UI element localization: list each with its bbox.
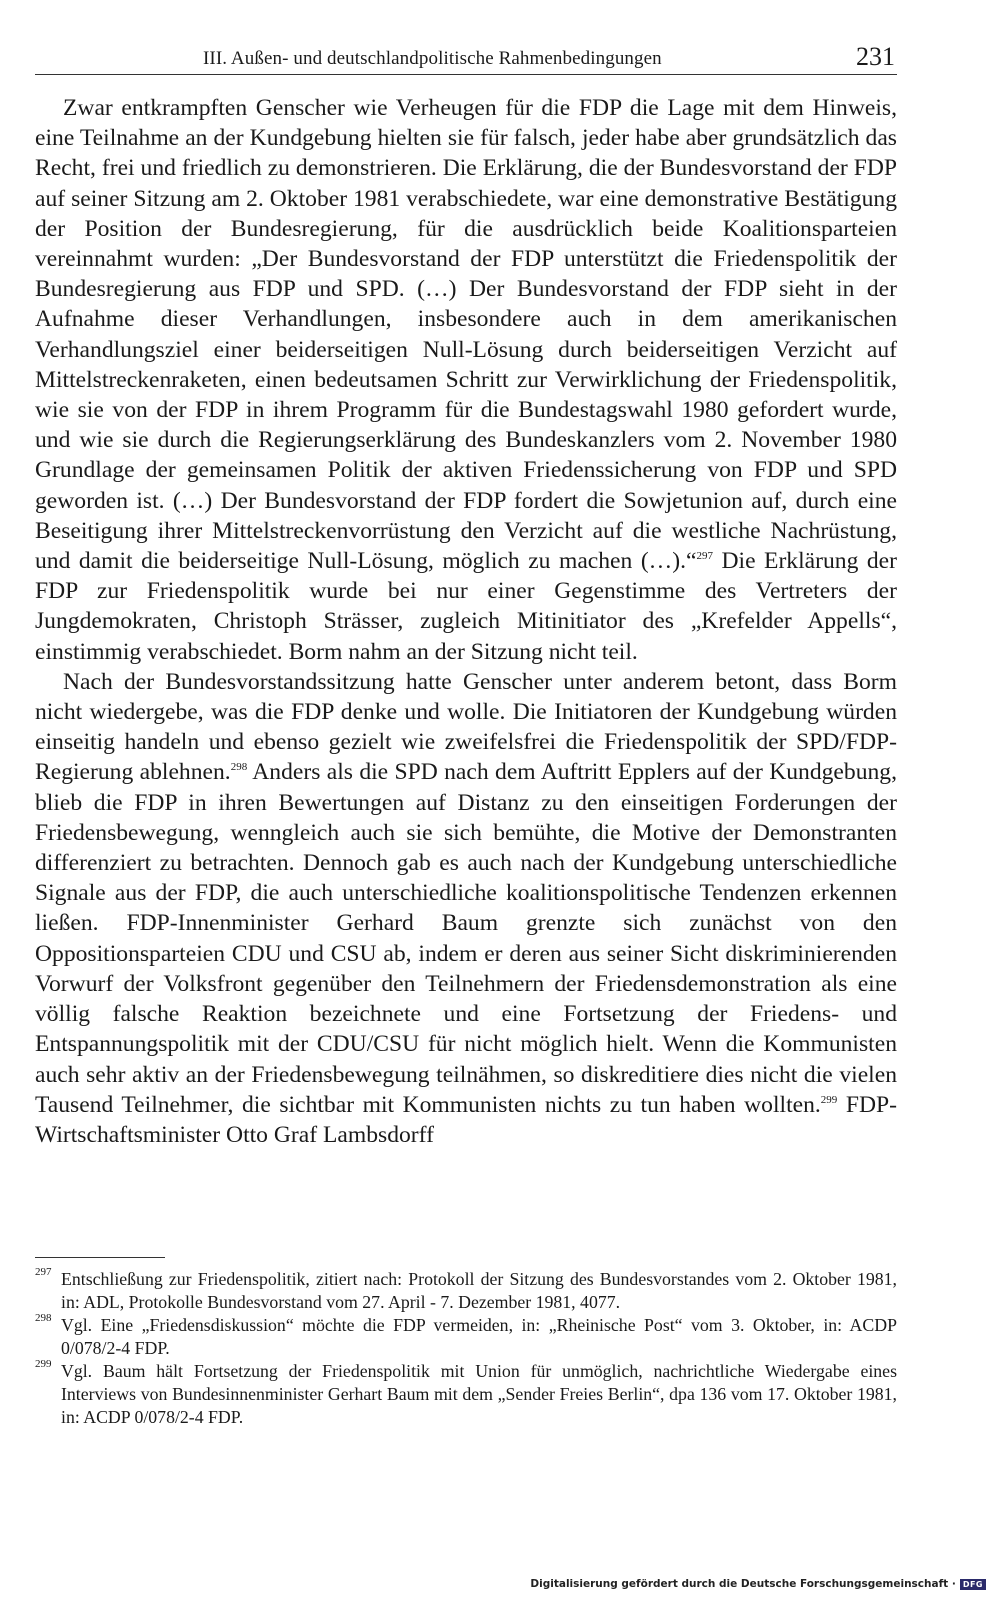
body-text <box>35 93 897 1150</box>
footnote-text: Vgl. Baum hält Fortsetzung der Friedenspolitik mit Union für unmöglich, nachrichtliche Wiedergabe eines Interviews von Bundesinnenminister Gerhart Baum mit dem „Sender Freies Berlin“, dpa 136 vom 17. Oktober 1981, in: ACDP 0/078/2-4 FDP. <box>61 1361 897 1427</box>
running-header <box>35 40 897 75</box>
text-segment: FDP-Wirtschaftsminister Otto Graf Lambsdorff <box>35 1091 897 1148</box>
page-number: 231 <box>856 42 895 71</box>
footnote <box>35 1268 897 1314</box>
paragraph <box>35 93 897 667</box>
footnote-ref[interactable]: 299 <box>820 1093 838 1106</box>
footnote-number: 297 <box>35 1266 52 1278</box>
footnote-text: Entschließung zur Friedenspolitik, zitiert nach: Protokoll der Sitzung des Bundesvorstandes vom 2. Oktober 1981, in: ADL, Protokolle Bundesvorstand vom 27. April - 7. Dezember 1981, 4077. <box>61 1269 897 1312</box>
footnote-ref[interactable]: 297 <box>696 550 713 563</box>
text-segment: Zwar entkrampften Genscher wie Verheugen für die FDP die Lage mit dem Hinweis, eine Teilnahme an der Kundgebung hielten sie für falsch, jeder habe aber grundsätzlich das Recht, frei und friedlich zu demonstrieren. Die Erklärung, die der Bundesvorstand der FDP auf seiner Sitzung am 2. Oktober 1981 verabschiedete, war eine demonstrative Bestätigung der Position der Bundesregierung, für die ausdrücklich beide Koalitionsparteien vereinnahmt wurden: „Der Bundesvorstand der FDP unterstützt die Friedenspolitik der Bundesregierung aus FDP und SPD. (…) Der Bundesvorstand der FDP sieht in der Aufnahme dieser Verhandlungen, insbesondere auch in dem amerikanischen Verhandlungsziel einer beiderseitigen Null-Lösung durch beiderseitigen Verzicht auf Mittelstreckenraketen, einen bedeutsamen Schritt zur Verwirklichung der Friedenspolitik, wie sie von der FDP in ihrem Programm für die Bundestagswahl 1980 gefordert wurde, und wie sie durch die Regierungserklärung des Bundeskanzlers vom 2. November 1980 Grundlage der gemeinsamen Politik der aktiven Friedenssicherung von FDP und SPD geworden ist. (…) Der Bundesvorstand der FDP fordert die Sowjetunion auf, durch eine Beseitigung ihrer Mittelstreckenvorrüstung den Verzicht auf die westliche Nachrüstung, und damit die beiderseitige Null-Lösung, möglich zu machen (…).“ <box>35 95 897 575</box>
footnote-number: 298 <box>35 1312 52 1324</box>
footnote-divider <box>35 1257 165 1258</box>
footnote <box>35 1360 897 1429</box>
funding-note <box>530 1578 986 1590</box>
footnote-number: 299 <box>35 1358 52 1370</box>
dfg-logo: DFG <box>960 1579 986 1590</box>
funding-note-text: Digitalisierung gefördert durch die Deutsche Forschungsgemeinschaft · <box>530 1578 956 1590</box>
footnote-ref[interactable]: 298 <box>230 761 248 774</box>
footnotes <box>35 1268 897 1429</box>
footnote <box>35 1314 897 1360</box>
paragraph <box>35 667 897 1150</box>
text-segment: Anders als die SPD nach dem Auftritt Epplers auf der Kundgebung, blieb die FDP in ihren Bewertungen auf Distanz zu den einseitigen Forderungen der Friedensbewegung, wenngleich auch sie sich bemühte, die Motive der Demonstranten differenziert zu betrachten. Dennoch gab es auch nach der Kundgebung unterschiedliche Signale aus der FDP, die auch unterschiedliche koalitionspolitische Tendenzen erkennen ließen. FDP-Innenminister Gerhard Baum grenzte sich zunächst von den Oppositionsparteien CDU und CSU ab, indem er deren aus seiner Sicht diskriminierenden Vorwurf der Volksfront gegenüber den Teilnehmern der Friedensdemonstration als eine völlig falsche Reaktion bezeichnete und eine Fortsetzung der Friedens- und Entspannungspolitik mit der CDU/CSU für nicht möglich hielt. Wenn die Kommunisten auch sehr aktiv an der Friedensbewegung teilnähmen, so diskreditiere dies nicht die vielen Tausend Teilnehmer, die sichtbar mit Kommunisten nichts zu tun haben wollten. <box>35 759 897 1118</box>
text-segment: Die Erklärung der FDP zur Friedenspolitik wurde bei nur einer Gegenstimme des Vertreters der Jungdemokraten, Christoph Strässer, zugleich Mitinitiator des „Krefelder Appells“, einstimmig verabschiedet. Borm nahm an der Sitzung nicht teil. <box>35 548 897 665</box>
running-header-title: III. Außen- und deutschlandpolitische Rahmenbedingungen <box>203 48 662 69</box>
text-segment: Nach der Bundesvorstandssitzung hatte Genscher unter anderem betont, dass Borm nicht wiedergebe, was die FDP denke und wolle. Die Initiatoren der Kundgebung würden einseitig handeln und ebenso gezielt wie zweifelsfrei die Friedenspolitik der SPD/FDP-Regierung ablehnen. <box>35 668 897 786</box>
footnote-text: Vgl. Eine „Friedensdiskussion“ möchte die FDP vermeiden, in: „Rheinische Post“ vom 3. Oktober, in: ACDP 0/078/2-4 FDP. <box>61 1315 897 1358</box>
